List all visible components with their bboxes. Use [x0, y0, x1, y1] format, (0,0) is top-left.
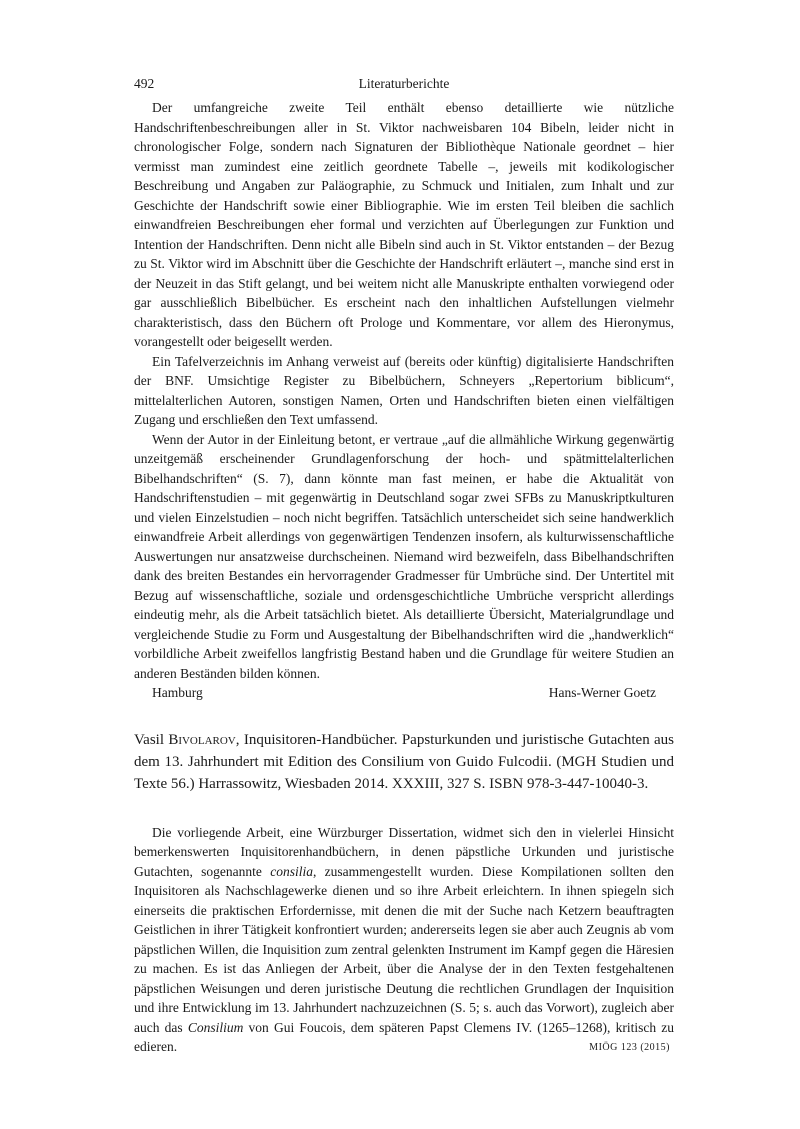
review-signature [134, 683, 674, 703]
italic-term: consilia [270, 863, 313, 879]
italic-term: Consilium [187, 1019, 244, 1035]
paragraph: Der umfangreiche zweite Teil enthält ebenso detaillierte wie nützliche Handschriftenbeschreibungen aller in St. Viktor nachweisbaren 104 Bibeln, leider nicht in chronologischer Folge, sondern nach Signaturen der Bibliothèque Nationale geordnet – hier vermisst man zumindest eine zeitlich geordnete Tabelle –, jeweils mit kodikologischer Beschreibung und Angaben zur Paläographie, zu Schmuck und Initialen, zum Inhalt und zur Geschichte der Handschrift sowie einer Bibliographie. Wie im ersten Teil bleiben die sachlich einwandfreien Beschreibungen eher formal und verzichten auf Überlegungen zur Funktion und Intention der Handschriften. Denn nicht alle Bibeln sind auch in St. Viktor entstanden – der Bezug zu St. Viktor wird im Abschnitt über die Geschichte der Handschrift erläutert –, manche sind erst in der Neuzeit in das Stift gelangt, und bei weitem nicht alle Manuskripte enthalten vorwiegend oder gar ausschließlich Bibelbücher. Es erscheint nach den inhaltlichen Aufstellungen vielmehr charakteristisch, dass den Büchern oft Prologe und Kommentare, vor allem des Hieronymus, vorangestellt oder beigesellt werden. [134, 100, 674, 349]
review-body [134, 98, 674, 683]
paragraph: Wenn der Autor in der Einleitung betont, er vertraue „auf die allmähliche Wirkung gegenwärtig unzeitgemäß erscheinender Grundlagenforschung der hoch- und spätmittelalterlichen Bibelhandschriften“ (S. 7), dann könnte man fast meinen, er habe die Aktualität von Handschriftenstudien – mit gegenwärtig in Deutschland sogar zwei SFBs zu Manuskriptkulturen und vielen Einzelstudien – noch nicht begriffen. Tatsächlich unterscheidet sich seine handwerklich einwandfreie Arbeit allerdings von gegenwärtigen Tendenzen insofern, als kulturwissenschaftliche Auswertungen nur ansatzweise durchscheinen. Niemand wird bezweifeln, dass Bibelhandschriften dank des breiten Bestandes ein hervorragender Gradmesser für Umbrüche sind. Der Untertitel mit Bezug auf wissenschaftliche, soziale und ordensgeschichtliche Umbrüche verspricht allerdings eindeutig mehr, als die Arbeit tatsächlich bietet. Als detaillierte Übersicht, Materialgrundlage und vergleichende Studie zu Form und Ausgestaltung der Bibelhandschriften wird die „handwerklich“ vorbildliche Arbeit zweifellos langfristig Bestand haben und die Grundlage für weitere Studien an anderen Beständen bilden können. [134, 431, 674, 681]
author-first-name: Vasil [134, 731, 164, 748]
signature-place: Hamburg [152, 685, 203, 700]
book-details: , Inquisitoren-Handbücher. Papsturkunden und juristische Gutachten aus dem 13. Jahrhundert mit Edition des Consilium von Guido Fulcodii. (MGH Studien und Texte 56.) Harrassowitz, Wiesbaden 2014. XXXIII, 327 S. ISBN 978-3-447-10040-3. [134, 731, 675, 792]
page-number: 492 [134, 76, 155, 91]
journal-footer: MIÖG 123 (2015) [589, 1042, 670, 1053]
running-title: Literaturberichte [358, 76, 450, 91]
review-body-2 [134, 823, 674, 1057]
paragraph: Die vorliegende Arbeit, eine Würzburger Dissertation, widmet sich den in vielerlei Hinsicht bemerkenswerten Inquisitorenhandbüchern, in denen päpstliche Urkunden und juristische Gutachten, sogenannte consilia, zusammengestellt wurden. Diese Kompilationen sollten den Inquisitoren als Nachschlagewerke dienen und so ihre Arbeit erleichtern. In ihnen spiegeln sich einerseits die praktischen Erfordernisse, mit denen die mit der Suche nach Ketzern beauftragten Geistlichen in ihrer Tätigkeit konfrontiert wurden; andererseits legen sie aber auch Zeugnis ab vom päpstlichen Willen, die Inquisition zum zentral gelenkten Instrument im Kampf gegen die Häresien zu machen. Es ist das Anliegen der Arbeit, über die Analyse der in den Texten festgehaltenen päpstlichen Weisungen und deren juristische Deutung die rechtlichen Grundlagen der Inquisition und ihre Entwicklung im 13. Jahrhundert nachzuzeichnen (S. 5; s. auch das Vorwort), zugleich aber auch das Consilium von Gui Foucois, dem späteren Papst Clemens IV. (1265–1268), kritisch zu edieren. [134, 824, 675, 1054]
paragraph: Ein Tafelverzeichnis im Anhang verweist auf (bereits oder künftig) digitalisierte Handschriften der BNF. Umsichtige Register zu Bibelbüchern, Schneyers „Repertorium biblicum“, mittelalterlichen Autoren, sonstigen Namen, Orten und Handschriften bieten einen vielfältigen Zugang und erschließen den Text umfassend. [134, 353, 674, 427]
author-surname: Bivolarov [168, 731, 236, 748]
bibliographic-entry [134, 729, 674, 795]
document-page [134, 76, 674, 1057]
signature-reviewer: Hans-Werner Goetz [548, 685, 656, 700]
page-header [134, 76, 674, 98]
